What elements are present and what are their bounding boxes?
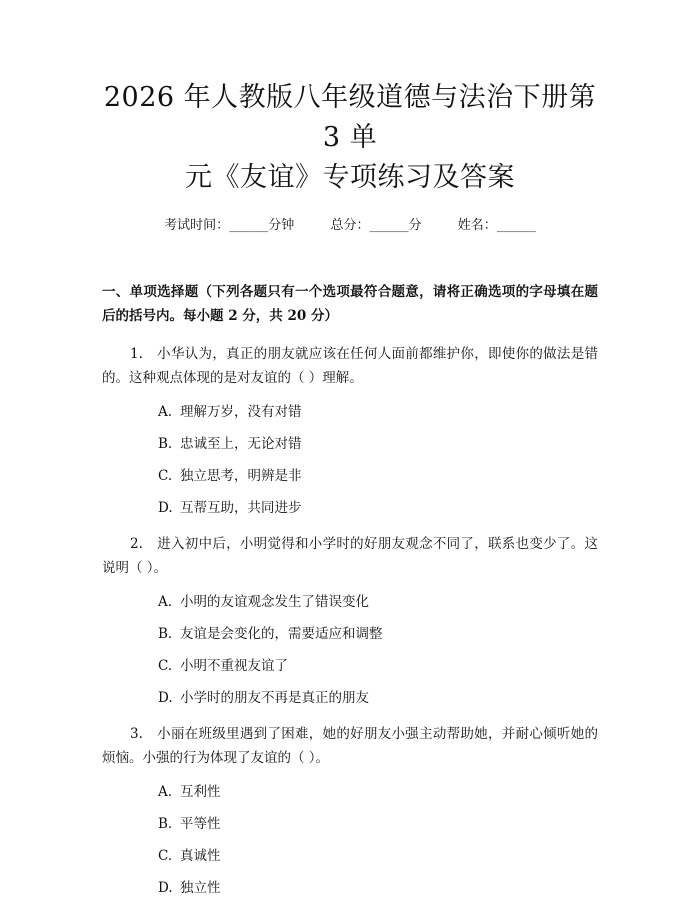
title-line-2: 元《友谊》专项练习及答案 (185, 162, 515, 193)
options-list (102, 782, 598, 898)
time-label: 考试时间： (164, 218, 230, 233)
option-text: 独立性 (180, 880, 221, 896)
question-2 (102, 532, 598, 580)
option-letter: B. (158, 816, 173, 832)
option-text: 互帮互助，共同进步 (180, 500, 302, 516)
name-label: 姓名： (457, 218, 497, 233)
option-letter: D. (158, 690, 173, 706)
name-blank: ______ (496, 218, 536, 233)
option-a (158, 592, 598, 612)
score-label: 总分： (330, 218, 370, 233)
option-b (158, 624, 598, 644)
question-number: 3. (130, 726, 143, 742)
question-text: 小丽在班级里遇到了困难，她的好朋友小强主动帮助她，并耐心倾听她的烦恼。小强的行为体现了友谊的（ ）。 (102, 726, 598, 766)
option-c (158, 656, 598, 676)
option-letter: C. (158, 468, 173, 484)
option-d (158, 688, 598, 708)
option-letter: A. (158, 404, 173, 420)
page-title (102, 0, 598, 198)
option-letter: D. (158, 500, 173, 516)
question-1 (102, 342, 598, 390)
option-letter: C. (158, 658, 173, 674)
option-text: 友谊是会变化的，需要适应和调整 (180, 626, 383, 642)
option-c (158, 466, 598, 486)
option-d (158, 498, 598, 518)
score-blank: ______分 (369, 218, 422, 233)
option-b (158, 814, 598, 834)
option-c (158, 846, 598, 866)
option-letter: A. (158, 784, 173, 800)
option-text: 理解万岁，没有对错 (180, 404, 302, 420)
options-list (102, 402, 598, 518)
option-letter: C. (158, 848, 173, 864)
question-number: 2. (130, 536, 143, 552)
question-3 (102, 722, 598, 770)
exam-meta (102, 216, 598, 236)
options-list (102, 592, 598, 708)
option-text: 互利性 (180, 784, 221, 800)
option-letter: A. (158, 594, 173, 610)
option-letter: B. (158, 436, 173, 452)
question-text: 进入初中后，小明觉得和小学时的好朋友观念不同了，联系也变少了。这说明（ ）。 (102, 536, 598, 576)
option-text: 独立思考，明辨是非 (180, 468, 302, 484)
option-text: 真诚性 (180, 848, 221, 864)
title-line-1: 2026 年人教版八年级道德与法治下册第 3 单 (103, 82, 597, 153)
time-blank: ______分钟 (229, 218, 295, 233)
question-text: 小华认为，真正的朋友就应该在任何人面前都维护你，即使你的做法是错的。这种观点体现的是对友谊的（ ）理解。 (102, 346, 598, 386)
section-heading: 一、单项选择题（下列各题只有一个选项最符合题意，请将正确选项的字母填在题后的括号内。每小题 2 分，共 20 分） (102, 284, 598, 324)
option-b (158, 434, 598, 454)
option-text: 平等性 (180, 816, 221, 832)
option-letter: B. (158, 626, 173, 642)
option-letter: D. (158, 880, 173, 896)
option-d (158, 878, 598, 898)
option-a (158, 402, 598, 422)
option-text: 忠诚至上，无论对错 (180, 436, 302, 452)
question-number: 1. (130, 346, 143, 362)
option-text: 小明不重视友谊了 (180, 658, 288, 674)
option-text: 小学时的朋友不再是真正的朋友 (180, 690, 369, 706)
option-a (158, 782, 598, 802)
option-text: 小明的友谊观念发生了错误变化 (180, 594, 369, 610)
